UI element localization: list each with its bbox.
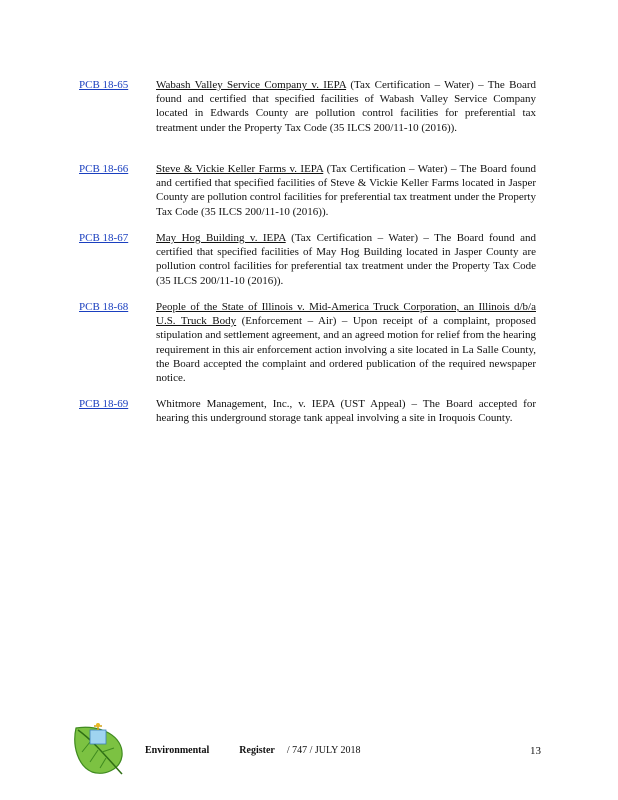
case-title: Wabash Valley Service Company v. IEPA bbox=[156, 79, 347, 91]
page-number: 13 bbox=[530, 745, 541, 757]
case-title: Steve & Vickie Keller Farms v. IEPA bbox=[156, 163, 324, 175]
footer-journal bbox=[145, 745, 360, 757]
entry-text bbox=[156, 162, 536, 219]
case-link[interactable]: PCB 18-65 bbox=[79, 79, 129, 91]
journal-name: Environmental bbox=[145, 745, 210, 756]
register-label: Register bbox=[239, 745, 275, 756]
entry-text bbox=[156, 78, 536, 135]
leaf-logo-icon bbox=[70, 722, 128, 776]
case-summary: (Tax Certification – Water) – The Board found and certified that specified facilities of Wabash Valley Service Company located in Edwards County are pollution control facilities for preferential tax treatment under the Property Tax Code (35 ILCS 200/11-10 (2016)). bbox=[156, 79, 536, 134]
case-title: People of the State of Illinois v. Mid-America Truck Corporation, an Illinois d/b/a U.S. Truck Body bbox=[156, 301, 536, 328]
case-summary: (Tax Certification – Water) – The Board found and certified that specified facilities of Steve & Vickie Keller Farms located in Jasper County are pollution control facilities for preferential tax treatment under the Property Tax Code (35 ILCS 200/11-10 (2016)). bbox=[156, 163, 536, 218]
case-link[interactable]: PCB 18-68 bbox=[79, 301, 129, 313]
case-link[interactable]: PCB 18-66 bbox=[79, 163, 129, 175]
entry-text bbox=[156, 231, 536, 288]
case-summary: (Enforcement – Air) – Upon receipt of a complaint, proposed stipulation and settlement agreement, and an agreed motion for relief from the hearing requirement in this air enforcement action involving a site located in La Salle County, the Board accepted the complaint and ordered publication of the required newspaper notice. bbox=[156, 315, 536, 385]
entry-text bbox=[156, 397, 536, 425]
case-link[interactable]: PCB 18-69 bbox=[79, 398, 129, 410]
case-summary: Whitmore Management, Inc., v. IEPA (UST Appeal) – The Board accepted for hearing this underground storage tank appeal involving a site in Iroquois County. bbox=[156, 398, 536, 425]
issue-info: / 747 / JULY 2018 bbox=[286, 745, 361, 756]
entry-text bbox=[156, 300, 536, 385]
case-title: May Hog Building v. IEPA bbox=[156, 232, 286, 244]
case-link[interactable]: PCB 18-67 bbox=[79, 232, 129, 244]
case-summary: (Tax Certification – Water) – The Board found and certified that specified facilities of May Hog Building located in Jasper County are pollution control facilities for preferential tax treatment under the Property Tax Code (35 ILCS 200/11-10 (2016)). bbox=[156, 232, 536, 287]
